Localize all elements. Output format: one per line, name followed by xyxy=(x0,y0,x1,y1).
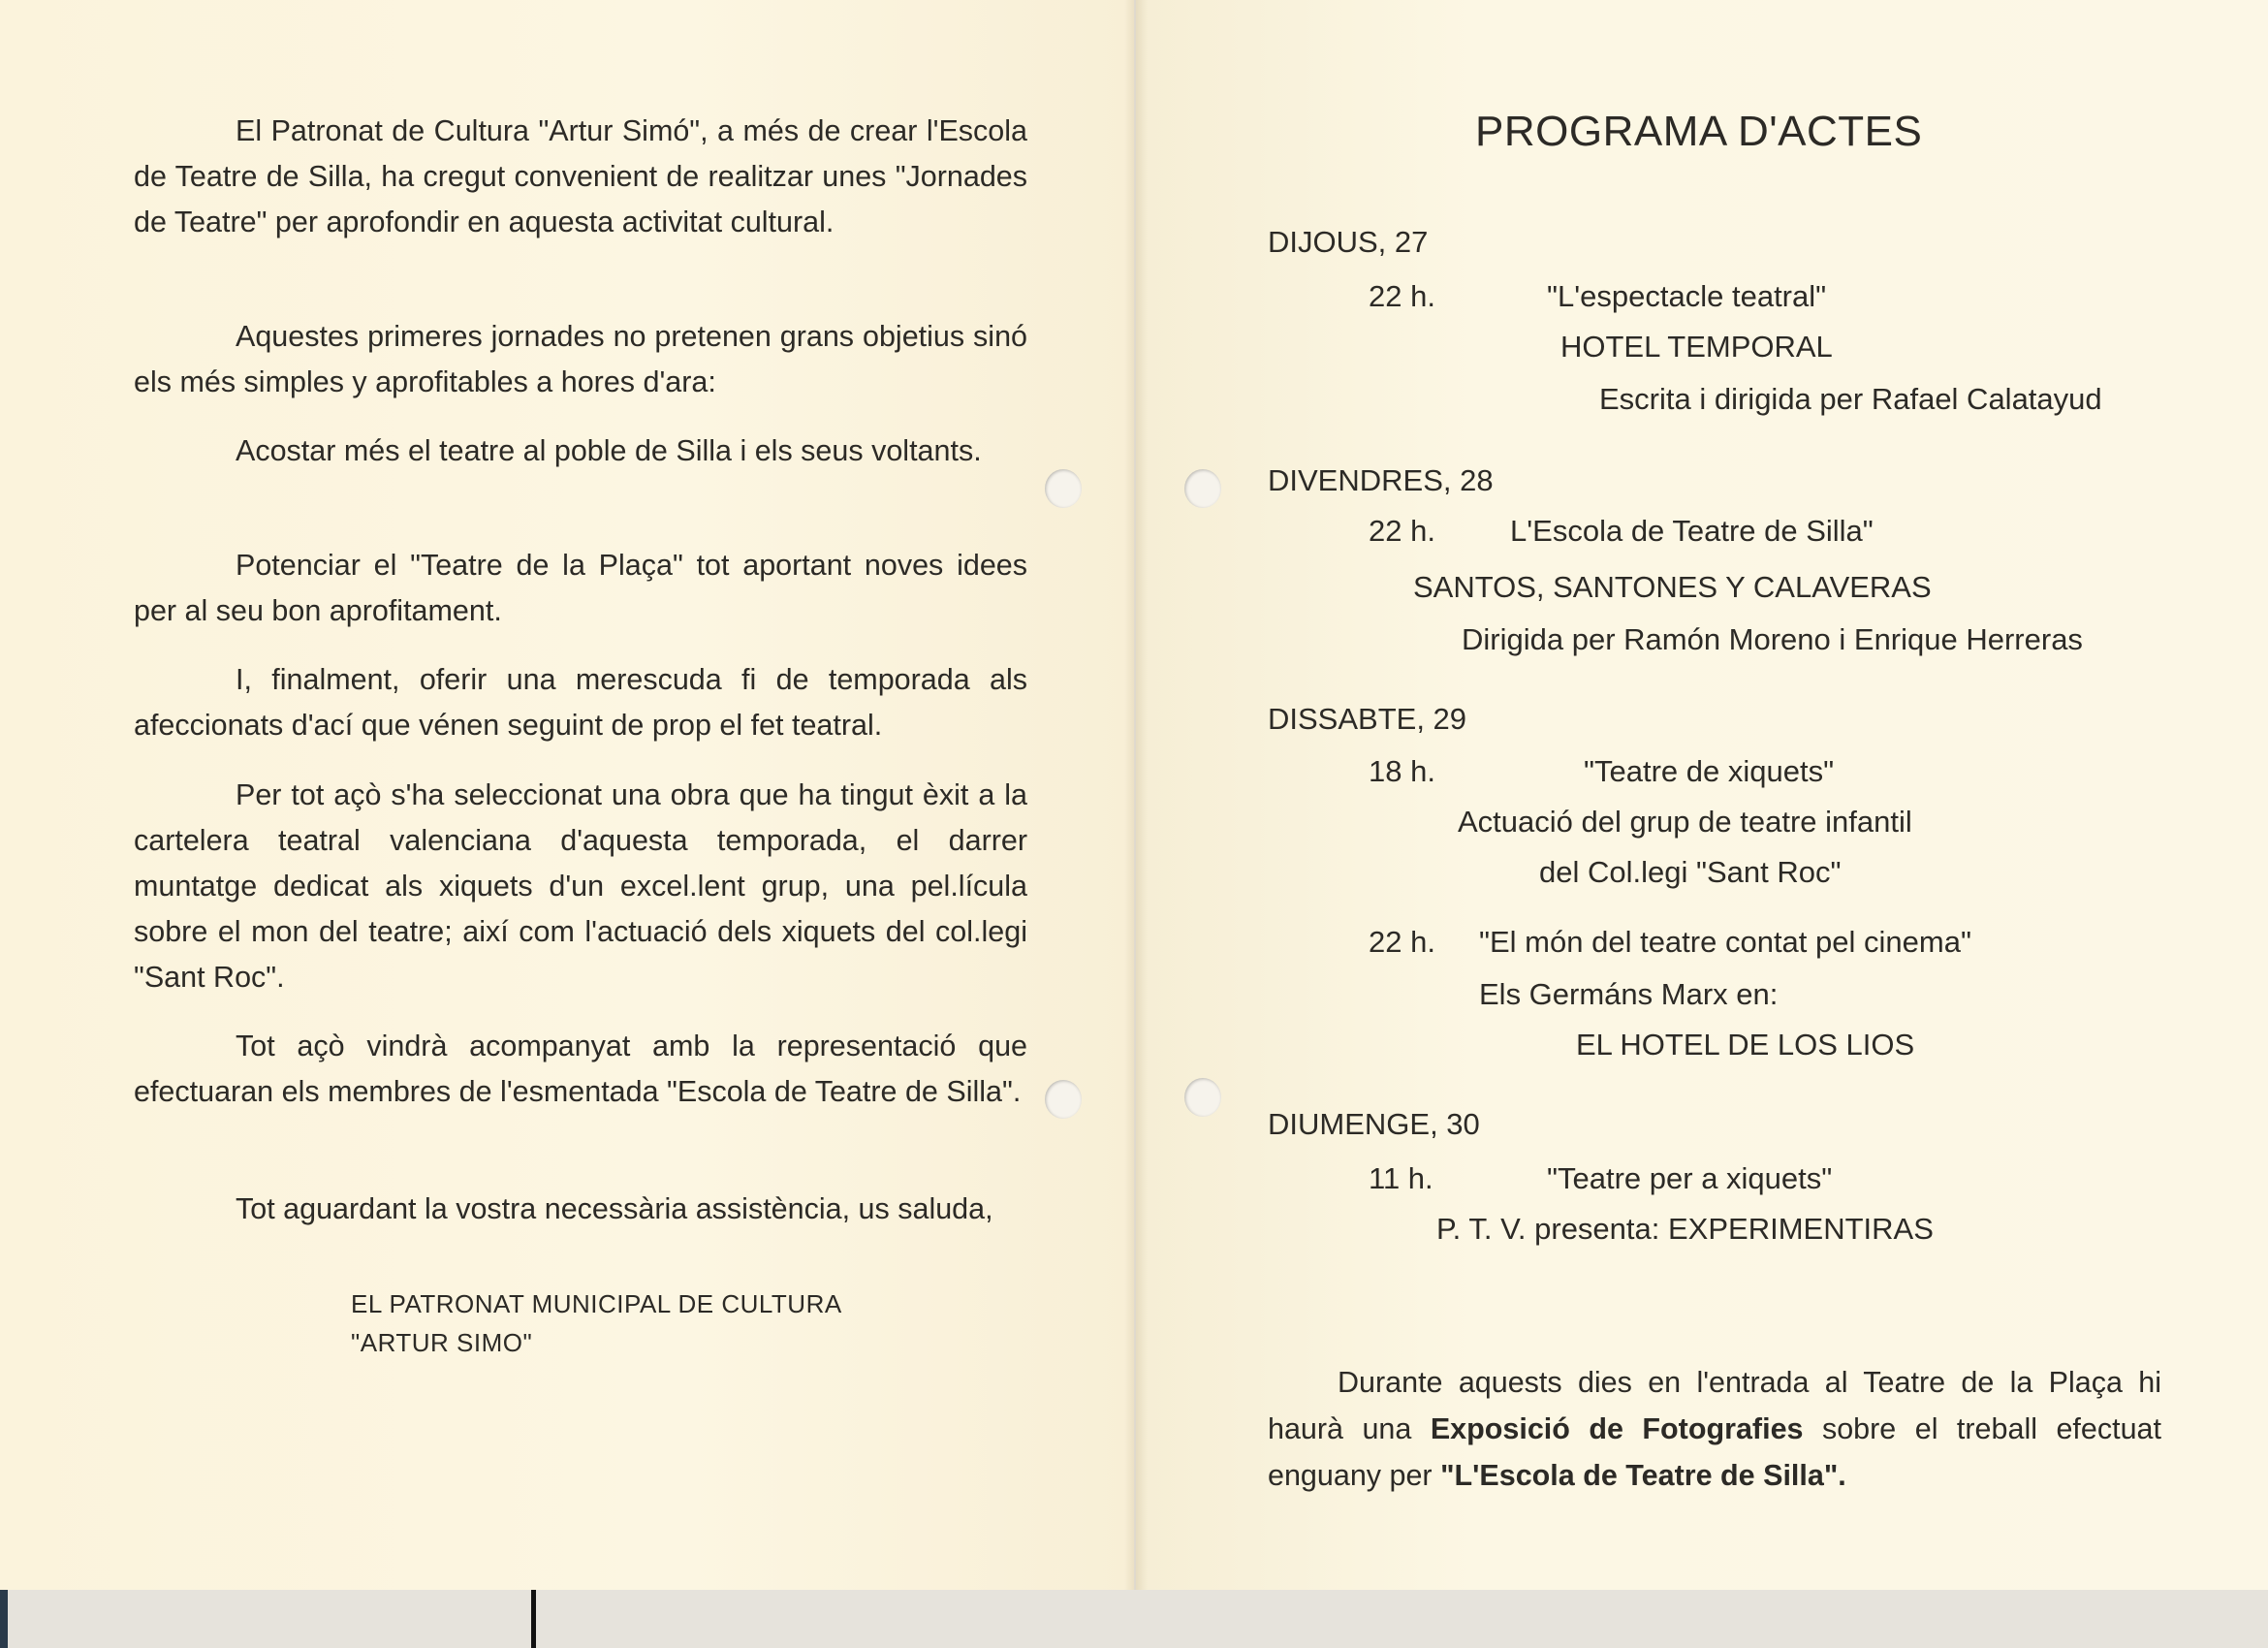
scan-background xyxy=(0,1590,2268,1648)
signature-line-2: "ARTUR SIMO" xyxy=(351,1328,533,1357)
event-title: SANTOS, SANTONES Y CALAVERAS xyxy=(1413,570,1932,604)
event-time: 22 h. xyxy=(1369,279,1435,313)
program-title: PROGRAMA D'ACTES xyxy=(1475,108,1923,155)
greeting-paragraph: Tot aguardant la vostra necessària assistència, us saluda, xyxy=(236,1192,993,1225)
punch-hole xyxy=(1184,469,1221,508)
event-time: 22 h. xyxy=(1369,514,1435,548)
day-heading: DISSABTE, 29 xyxy=(1268,702,1467,736)
day-heading: DIUMENGE, 30 xyxy=(1268,1107,1480,1141)
accompaniment-paragraph: Tot açò vindrà acompanyat amb la representació que efectuaran els membres de l'esmentada "Escola de Teatre de Silla". xyxy=(134,1030,1027,1108)
objective-3-paragraph: I, finalment, oferir una merescuda fi de temporada als afeccionats d'ací que vénen seguint de prop el fet teatral. xyxy=(134,663,1027,742)
event-line: P. T. V. presenta: EXPERIMENTIRAS xyxy=(1436,1212,1934,1246)
event-time: 22 h. xyxy=(1369,925,1435,959)
event-line: L'Escola de Teatre de Silla" xyxy=(1510,514,1874,548)
event-line: Actuació del grup de teatre infantil xyxy=(1458,805,1912,839)
day-heading: DIVENDRES, 28 xyxy=(1268,463,1494,497)
event-time: 11 h. xyxy=(1369,1161,1433,1195)
punch-hole xyxy=(1045,469,1082,508)
event-time: 18 h. xyxy=(1369,754,1435,788)
objective-2-paragraph: Potenciar el "Teatre de la Plaça" tot aportant noves idees per al seu bon aprofitament. xyxy=(134,549,1027,627)
exhibition-note: Durante aquests dies en l'entrada al Teatre de la Plaça hi haurà una Exposició de Fotografies sobre el treball efectuat enguany per "L'Escola de Teatre de Silla". xyxy=(1268,1366,2161,1492)
event-line: "Teatre de xiquets" xyxy=(1584,754,1835,788)
event-title: HOTEL TEMPORAL xyxy=(1560,330,1833,364)
intro-paragraph: El Patronat de Cultura "Artur Simó", a més de crear l'Escola de Teatre de Silla, ha cregut convenient de realitzar unes "Jornades de Teatre" per aprofondir en aquesta activitat cultural. xyxy=(134,114,1027,238)
objective-1-paragraph: Acostar més el teatre al poble de Silla i els seus voltants. xyxy=(236,434,982,467)
punch-hole xyxy=(1184,1078,1221,1117)
event-credit: Escrita i dirigida per Rafael Calatayud xyxy=(1599,382,2102,416)
signature-line-1: EL PATRONAT MUNICIPAL DE CULTURA xyxy=(351,1289,842,1318)
event-credit: Dirigida per Ramón Moreno i Enrique Herreras xyxy=(1462,622,2083,656)
selection-paragraph: Per tot açò s'ha seleccionat una obra que ha tingut èxit a la cartelera teatral valenciana d'aquesta temporada, el darrer muntatge dedicat als xiquets d'un excel.lent grup, una pel.lícula sobre el mon del teatre; així com l'actuació dels xiquets del col.legi "Sant Roc". xyxy=(134,778,1027,994)
event-line: del Col.legi "Sant Roc" xyxy=(1539,855,1842,889)
punch-hole xyxy=(1045,1080,1082,1119)
day-heading: DIJOUS, 27 xyxy=(1268,225,1429,259)
page-fold xyxy=(1124,0,1148,1590)
objectives-paragraph: Aquestes primeres jornades no pretenen grans objetius sinó els més simples y aprofitables a hores d'ara: xyxy=(134,320,1027,398)
scan-edge-mark xyxy=(0,1590,8,1648)
event-title: EL HOTEL DE LOS LIOS xyxy=(1576,1028,1915,1062)
scan-edge-line xyxy=(531,1590,536,1648)
event-line: "L'espectacle teatral" xyxy=(1547,279,1827,313)
event-line: "Teatre per a xiquets" xyxy=(1547,1161,1833,1195)
event-line: Els Germáns Marx en: xyxy=(1479,977,1779,1011)
event-line: "El món del teatre contat pel cinema" xyxy=(1479,925,1971,959)
